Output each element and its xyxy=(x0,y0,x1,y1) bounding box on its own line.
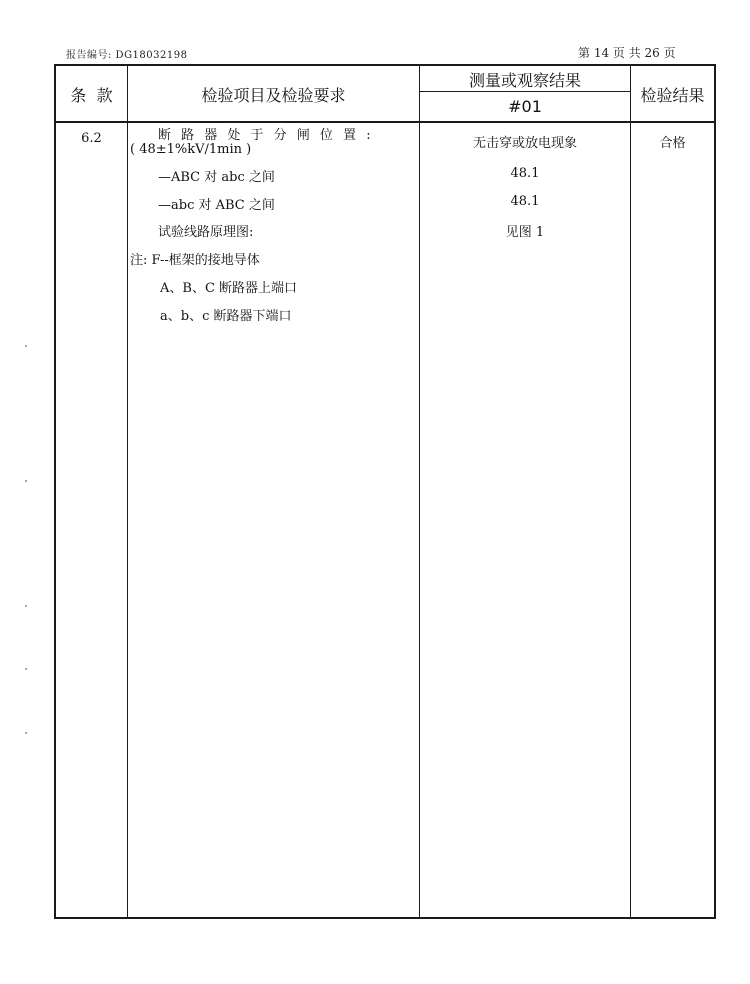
item-line-2: ( 48±1%kV/1min ) xyxy=(130,142,252,157)
item-line-8: a、b、c 断路器下端口 xyxy=(160,309,292,324)
header-measure: 测量或观察结果 xyxy=(468,71,581,90)
scan-speck xyxy=(25,345,27,347)
header-clause: 条 款 xyxy=(70,86,113,105)
header-divider xyxy=(54,121,716,123)
item-line-3: —ABC 对 abc 之间 xyxy=(158,170,275,185)
measure-value-3: 48.1 xyxy=(510,194,540,209)
col-divider-3 xyxy=(630,64,631,919)
header-sample: #01 xyxy=(508,97,542,116)
scan-speck xyxy=(25,480,27,482)
table-border-top xyxy=(54,64,716,66)
col-divider-2 xyxy=(419,64,420,919)
item-line-1: 断 路 器 处 于 分 闸 位 置 : xyxy=(158,128,371,143)
item-line-7: A、B、C 断路器上端口 xyxy=(160,281,298,296)
report-number: 报告编号: DG18032198 xyxy=(66,50,188,61)
table-border-bottom xyxy=(54,917,716,919)
measure-value-2: 48.1 xyxy=(510,166,540,181)
measure-value-4: 见图 1 xyxy=(505,225,545,240)
scan-speck xyxy=(25,605,27,607)
item-line-6: 注: F--框架的接地导体 xyxy=(130,253,260,268)
col-divider-1 xyxy=(127,64,128,919)
table-border-left xyxy=(54,64,56,919)
table-border-right xyxy=(714,64,716,919)
header-item: 检验项目及检验要求 xyxy=(201,86,346,105)
measure-subdivider xyxy=(419,91,631,92)
item-line-5: 试验线路原理图: xyxy=(158,225,254,240)
header-result: 检验结果 xyxy=(640,86,705,105)
scan-speck xyxy=(25,668,27,670)
item-line-4: —abc 对 ABC 之间 xyxy=(158,198,275,213)
scan-speck xyxy=(25,732,27,734)
page-info: 第 14 页 共 26 页 xyxy=(578,46,676,60)
clause-value: 6.2 xyxy=(81,131,102,146)
result-value: 合格 xyxy=(659,136,686,151)
measure-value-1: 无击穿或放电现象 xyxy=(472,136,577,151)
